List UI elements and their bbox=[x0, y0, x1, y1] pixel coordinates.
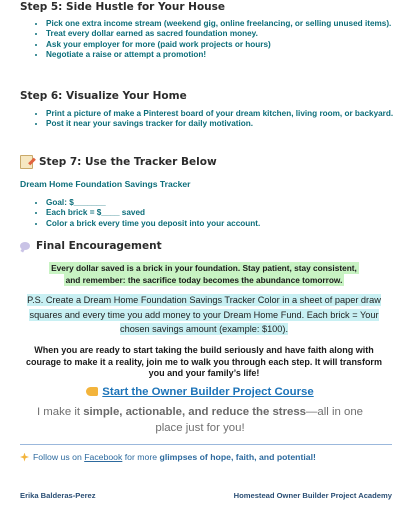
step7-header bbox=[20, 155, 217, 169]
step6-heading: Step 6: Visualize Your Home bbox=[20, 90, 187, 102]
list-item: • Color a brick every time you deposit into your account. bbox=[46, 219, 396, 229]
encouragement-heading: Final Encouragement bbox=[36, 240, 162, 252]
step5-heading: Step 5: Side Hustle for Your House bbox=[20, 1, 226, 13]
list-item: • Post it near your savings tracker for daily motivation. bbox=[46, 119, 396, 129]
follow-pre: Follow us on bbox=[33, 452, 85, 462]
cta-sub-pre: I make it bbox=[36, 406, 84, 418]
footer bbox=[20, 491, 392, 500]
pointing-hand-icon bbox=[86, 387, 98, 396]
step7-list bbox=[20, 198, 396, 229]
speech-bubble-icon bbox=[20, 242, 30, 250]
list-item: • Each brick = $____ saved bbox=[46, 208, 396, 218]
ps-note bbox=[18, 293, 390, 337]
follow-mid: for more bbox=[122, 452, 160, 462]
step7-heading: Step 7: Use the Tracker Below bbox=[39, 156, 217, 168]
follow-line bbox=[20, 452, 316, 462]
ready-text: When you are ready to start taking the build seriously and have faith along with courage to make it a reality, join me to walk you through each step. It will transform you and your family’s life! bbox=[26, 345, 382, 378]
list-item: • Print a picture of make a Pinterest board of your dream kitchen, living room, or backyard. bbox=[46, 109, 396, 119]
cta-subtext bbox=[30, 404, 370, 436]
facebook-link[interactable]: Facebook bbox=[84, 452, 123, 462]
quote-text: Every dollar saved is a brick in your foundation. Stay patient, stay consistent, and remember: the sacrifice today becomes the abundance tomorrow. bbox=[51, 263, 357, 285]
cta-sub-bold: simple, actionable, and reduce the stress bbox=[83, 406, 307, 418]
academy-name: Homestead Owner Builder Project Academy bbox=[233, 491, 392, 500]
author-name: Erika Balderas-Perez bbox=[20, 491, 96, 500]
cta-sub-post: —all in one place just for you! bbox=[155, 406, 364, 434]
list-item: • Goal: $_______ bbox=[46, 198, 396, 208]
list-item: • Treat every dollar earned as sacred foundation money. bbox=[46, 29, 396, 39]
encouragement-header bbox=[20, 240, 162, 252]
step6-list bbox=[20, 109, 396, 130]
divider bbox=[20, 444, 392, 445]
sparkle-icon bbox=[20, 453, 29, 462]
memo-icon bbox=[20, 155, 33, 169]
list-item: • Negotiate a raise or attempt a promotion! bbox=[46, 50, 396, 60]
list-item: • Pick one extra income stream (weekend gig, online freelancing, or selling unused items). bbox=[46, 19, 396, 29]
course-cta bbox=[0, 386, 400, 398]
follow-bold: glimpses of hope, faith, and potential! bbox=[159, 452, 316, 462]
list-item: • Ask your employer for more (paid work projects or hours) bbox=[46, 40, 396, 50]
ps-text: P.S. Create a Dream Home Foundation Savings Tracker Color in a sheet of paper draw squares and every time you add money to your Dream Home Fund. Each brick = Your chosen savings amount (example: $100). bbox=[27, 295, 381, 334]
step5-list bbox=[20, 19, 396, 60]
encouragement-quote bbox=[46, 262, 362, 286]
course-link[interactable]: Start the Owner Builder Project Course bbox=[102, 386, 314, 398]
tracker-title: Dream Home Foundation Savings Tracker bbox=[20, 179, 191, 189]
